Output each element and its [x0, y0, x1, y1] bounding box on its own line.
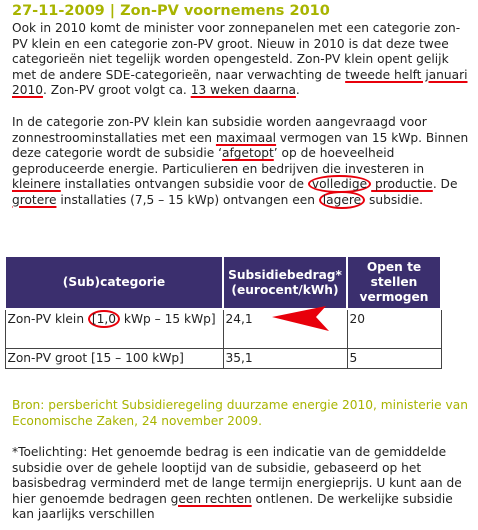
cell-amount: 24,1 [223, 309, 347, 349]
table-row [5, 349, 441, 369]
cat-text-2: vermogen van 15 kWp. Binnen deze categorie wordt de subsidie ‘ [12, 130, 469, 161]
highlight-grotere: grotere [12, 192, 57, 207]
cat-text-6: installaties (7,5 – 15 kWp) ontvangen een [56, 192, 319, 207]
header-category: (Sub)categorie [5, 256, 223, 309]
table-header-row [5, 256, 441, 309]
circled-volledige: volledige [308, 175, 371, 193]
source-label: Bron: [12, 398, 49, 412]
paragraph-category [12, 115, 474, 209]
red-arrow-annotation [270, 303, 332, 333]
note-text-2: ontlenen. De werkelijke subsidie kan jaarlijks verschillen [12, 491, 453, 522]
highlight-kleinere: kleinere [12, 177, 61, 192]
article [12, 0, 474, 209]
highlight-geen-rechten: geen rechten [170, 491, 252, 506]
circled-lagere: lagere [319, 191, 365, 209]
highlight-afgetopt: afgetopt [222, 146, 274, 161]
highlight-maximaal: maximaal [215, 130, 277, 145]
cell-category [5, 309, 223, 349]
cell-category-text-end: kWp – 15 kWp] [120, 312, 216, 326]
source-link[interactable]: persbericht Subsidieregeling duurzame energie 2010, ministerie van Economische Zaken, 24 november 2009. [12, 398, 468, 428]
paragraph-intro [12, 21, 474, 99]
subsidy-table [4, 255, 442, 369]
header-amount: Subsidiebedrag* (eurocent/kWh) [223, 256, 347, 309]
highlight-second-half-january: tweede helft januari 2010 [12, 67, 468, 98]
intro-text-3: . [295, 83, 300, 98]
intro-text-1: Ook in 2010 komt de minister voor zonnepanelen met een categorie zon-PV klein en een categorie zon-PV groot. Nieuw in 2010 is dat deze twee categorieën niet tegelijk worden opengesteld. Zon-PV klein opent gelijk met de andere SDE-categorieën, naar verwachting de [12, 21, 461, 82]
cell-capacity: 20 [347, 309, 441, 349]
cat-text-1: In de categorie zon-PV klein kan subsidie worden aangevraagd voor zonnestroominstallaties met een [12, 114, 427, 145]
cell-category-text: Zon-PV klein [7, 312, 88, 326]
highlight-productie: productie [371, 177, 433, 192]
cell-category: Zon-PV groot [15 – 100 kWp] [5, 349, 223, 369]
note [12, 445, 474, 523]
table-row [5, 309, 441, 349]
highlight-13-weeks: 13 weken daarna [190, 83, 296, 98]
cat-text-5: . De [432, 177, 458, 192]
page-title: 27-11-2009 | Zon-PV voornemens 2010 [12, 3, 330, 19]
cat-text-3: ’ op de hoeveelheid geproduceerde energie. Particulieren en bedrijven die investeren in [12, 146, 425, 176]
cat-text-7: subsidie. [365, 192, 424, 207]
header-capacity: Open te stellen vermogen [347, 256, 441, 309]
cell-amount: 35,1 [223, 349, 347, 369]
cell-capacity: 5 [347, 349, 441, 369]
source [12, 398, 474, 429]
intro-text-2: . Zon-PV groot volgt ca. [43, 83, 191, 98]
circled-1-0: [1,0 [88, 310, 120, 328]
cat-text-4: installaties ontvangen subsidie voor de [60, 177, 308, 192]
arrow-shape [272, 306, 329, 331]
note-text-1: *Toelichting: Het genoemde bedrag is een indicatie van de gemiddelde subsidie over de gehele looptijd van de subsidie, gebaseerd op het basisbedrag verminderd met de lange termijn energieprijs. U kunt aan de hier genoemde bedragen [12, 445, 462, 506]
